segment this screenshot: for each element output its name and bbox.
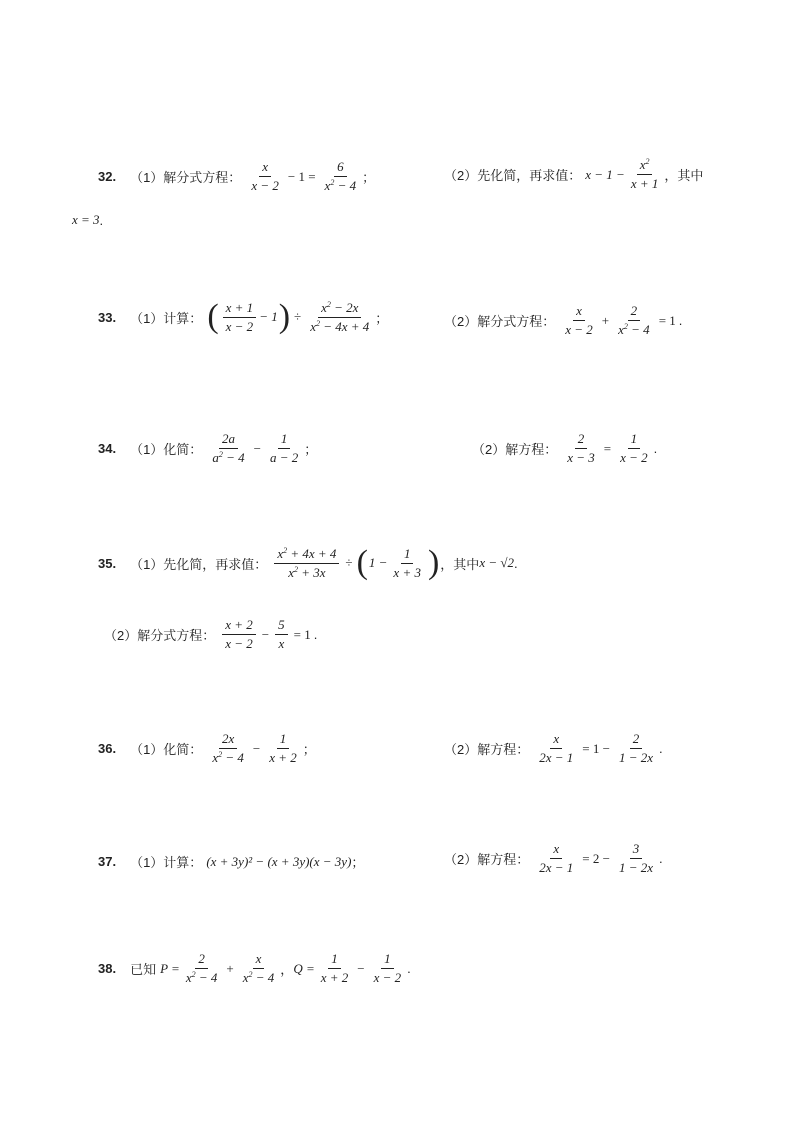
part-label: （2）解分式方程： <box>444 314 556 329</box>
equation: $\frac{x}{2x - 1}$ = 1 − $\frac{2}{1 - 2x}$ <box>539 731 653 765</box>
problem-36-part2 <box>444 732 663 765</box>
punct: . <box>678 313 683 328</box>
part-label: （2）解分式方程： <box>104 628 216 643</box>
problem-37-part2 <box>444 842 663 875</box>
punct: ； <box>302 742 316 757</box>
expression: $\frac{x^2 + 4x + 4}{x^2 + 3x}$ ÷ ( 1 − $\frac{1}{x + 3}$ ) <box>271 546 440 580</box>
part-label: （1）解分式方程： <box>130 170 242 185</box>
problem-number: 35. <box>98 555 117 571</box>
punct: . <box>659 741 663 756</box>
problem-37-part1 <box>98 852 364 871</box>
punct: ； <box>375 310 389 326</box>
problem-33-part2 <box>444 304 682 337</box>
punct: ； <box>362 170 376 185</box>
problem-32-part1 <box>98 160 375 193</box>
tail-text: ，其中 <box>440 556 480 572</box>
equation: $\frac{x}{x - 2}$ − 1 = $\frac{6}{x^2 - 4}$ <box>251 159 357 193</box>
expression: $\frac{2a}{a^2 - 4}$ − $\frac{1}{a - 2}$ <box>212 431 299 465</box>
given-label: 已知 <box>130 962 157 977</box>
condition: x − √2 <box>479 555 514 570</box>
problem-35-part2 <box>104 618 317 651</box>
part-label: （2）解方程： <box>472 442 558 457</box>
part-label: （1）先化简，再求值： <box>130 556 268 572</box>
definition-p: P = $\frac{2}{x^2 - 4}$ + $\frac{x}{x^2 - 4}$ <box>160 951 275 985</box>
punct: ； <box>304 442 318 457</box>
expression: $\frac{2x}{x^2 - 4}$ − $\frac{1}{x + 2}$ <box>212 731 297 765</box>
expression: ( $\frac{x + 1}{x - 2}$ − 1 ) ÷ $\frac{x^2 - 2x}{x^2 - 4x + 4}$ <box>207 298 370 335</box>
punct: . <box>99 212 104 228</box>
punct: . <box>653 441 658 456</box>
condition: x = 3 <box>72 212 100 227</box>
tail-text: ，其中 <box>664 168 704 183</box>
problem-number: 38. <box>98 961 117 976</box>
problem-38 <box>98 952 411 985</box>
problem-number: 32. <box>98 169 117 184</box>
problem-32-cont <box>72 212 103 228</box>
problem-32-part2 <box>444 158 703 191</box>
part-label: （1）化简： <box>130 742 203 757</box>
part-label: （1）化简： <box>130 442 203 457</box>
problem-number: 36. <box>98 741 117 756</box>
punct: ； <box>351 855 365 870</box>
part-label: （1）计算： <box>130 855 203 870</box>
punct: . <box>659 851 663 866</box>
definition-q: Q = $\frac{1}{x + 2}$ − $\frac{1}{x - 2}$ <box>293 951 402 985</box>
equation: $\frac{x}{x - 2}$ + $\frac{2}{x^2 - 4}$ = 1 <box>565 303 676 337</box>
expression: (x + 3y)² − (x + 3y)(x − 3y) <box>206 853 352 869</box>
part-label: （2）解方程： <box>444 742 530 757</box>
problem-33-part1 <box>98 300 388 334</box>
equation: $\frac{x + 2}{x - 2}$ − $\frac{5}{x}$ = 1 <box>219 618 313 651</box>
problem-number: 33. <box>98 309 117 325</box>
punct: . <box>313 627 318 642</box>
problem-34-part1 <box>98 432 317 465</box>
expression: x − 1 − $\frac{x^2}{x + 1}$ <box>585 157 659 191</box>
part-label: （1）计算： <box>130 310 203 326</box>
part-label: （2）解方程： <box>444 852 530 867</box>
problem-number: 34. <box>98 441 117 456</box>
problem-36-part1 <box>98 732 316 765</box>
problem-34-part2 <box>472 432 657 465</box>
separator: ， <box>280 962 294 977</box>
punct: . <box>514 555 518 571</box>
equation: $\frac{x}{2x - 1}$ = 2 − $\frac{3}{1 - 2x}$ <box>539 841 653 875</box>
part-label: （2）先化简，再求值： <box>444 168 582 183</box>
problem-35-part1 <box>98 546 518 580</box>
punct: . <box>407 961 411 976</box>
problem-number: 37. <box>98 854 117 869</box>
equation: $\frac{2}{x - 3}$ = $\frac{1}{x - 2}$ <box>567 431 648 465</box>
